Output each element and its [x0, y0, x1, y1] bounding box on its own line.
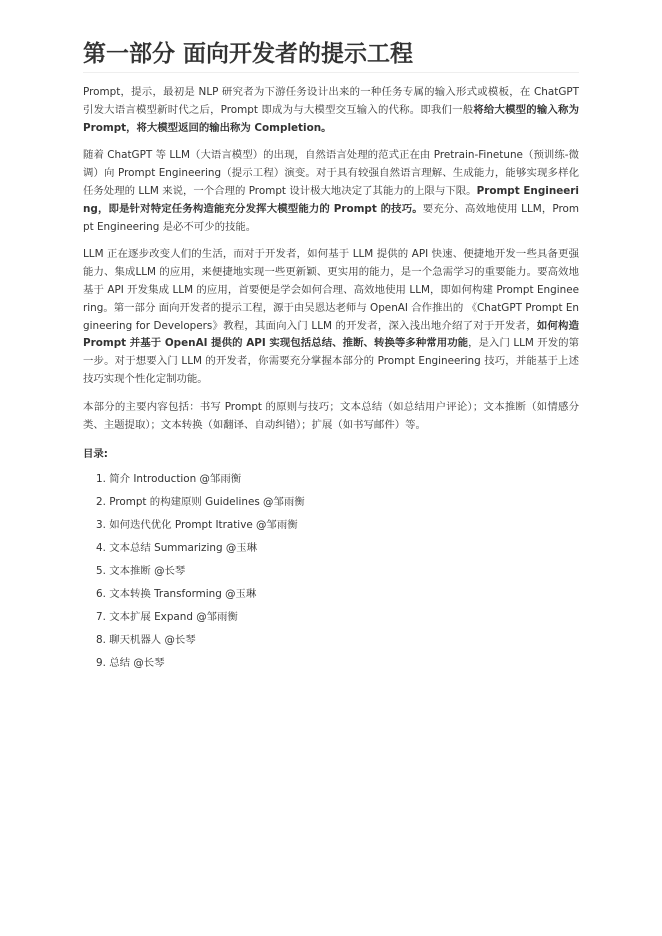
- toc-item-conclusion[interactable]: 9. 总结 @长琴: [96, 657, 165, 670]
- page-title: 第一部分 面向开发者的提示工程: [83, 36, 579, 73]
- developer-bold-text: 如何构造 Prompt 并基于 OpenAI 提供的 API 实现包括总结、推断、转换等多种常用功能: [83, 319, 579, 350]
- toc-item-guidelines[interactable]: 2. Prompt 的构建原则 Guidelines @邹雨衡: [96, 496, 305, 509]
- toc-item-chatbot[interactable]: 8. 聊天机器人 @长琴: [96, 634, 196, 647]
- toc-item-introduction[interactable]: 1. 简介 Introduction @邹雨衡: [96, 473, 242, 486]
- paradigm-bold-text: Prompt Engineering，即是针对特定任务构造能充分发挥大模型能力的 Prompt 的技巧。: [83, 184, 579, 215]
- toc-item-transforming[interactable]: 6. 文本转换 Transforming @玉琳: [96, 588, 257, 601]
- intro-paragraph: [83, 84, 579, 137]
- table-of-contents: [83, 472, 579, 670]
- toc-item-iterative[interactable]: 3. 如何迭代优化 Prompt Itrative @邹雨衡: [96, 519, 298, 532]
- toc-item-inferring[interactable]: 5. 文本推断 @长琴: [96, 565, 186, 578]
- developer-paragraph: [83, 246, 579, 388]
- paradigm-paragraph: [83, 147, 579, 236]
- developer-tail-text: ，是入门 LLM 开发的第一步。对于想要入门 LLM 的开发者，你需要充分掌握本部分的 Prompt Engineering 技巧，并能基于上述技巧实现个性化定制功能。: [83, 337, 580, 385]
- paradigm-tail-text: 要充分、高效地使用 LLM，Prompt Engineering 是必不可少的技能。: [83, 202, 579, 233]
- intro-bold-text: 将给大模型的输入称为 Prompt，将大模型返回的输出称为 Completion。: [83, 103, 580, 134]
- developer-text: LLM 正在逐步改变人们的生活，而对于开发者，如何基于 LLM 提供的 API 快速、便捷地开发一些具备更强能力、集成LLM 的应用，来便捷地实现一些更新颖、更实用的能力，是一个急需学习的重要能力。要高效地基于 API 开发集成 LLM 的应用，首要便是学会如何合理、高效地使用 LLM，即如何构建 Prompt Engineering。第一部分 面向开发者的提示工程，源于由吴恩达老师与 OpenAI 合作推出的 《ChatGPT Prompt Engineering for Developers》教程，其面向入门 LLM 的开发者，深入浅出地介绍了对于开发者，: [83, 248, 579, 332]
- paradigm-text: 随着 ChatGPT 等 LLM（大语言模型）的出现，自然语言处理的范式正在由 Pretrain-Finetune（预训练-微调）向 Prompt Engineering（提示工程）演变。对于具有较强自然语言理解、生成能力，能够实现多样化任务处理的 LLM 来说，一个合理的 Prompt 设计极大地决定了其能力的上限与下限。: [83, 149, 579, 197]
- toc-item-summarizing[interactable]: 4. 文本总结 Summarizing @玉琳: [96, 542, 258, 555]
- contents-summary-paragraph: 本部分的主要内容包括：书写 Prompt 的原则与技巧；文本总结（如总结用户评论）；文本推断（如情感分类、主题提取）；文本转换（如翻译、自动纠错）；扩展（如书写邮件）等。: [83, 400, 579, 431]
- toc-heading: 目录:: [83, 448, 108, 461]
- intro-text: Prompt，提示，最初是 NLP 研究者为下游任务设计出来的一种任务专属的输入形式或模板，在 ChatGPT 引发大语言模型新时代之后，Prompt 即成为与大模型交互输入的代称。即我们一般: [83, 86, 579, 116]
- document-page: [83, 36, 579, 679]
- toc-item-expanding[interactable]: 7. 文本扩展 Expand @邹雨衡: [96, 611, 238, 624]
